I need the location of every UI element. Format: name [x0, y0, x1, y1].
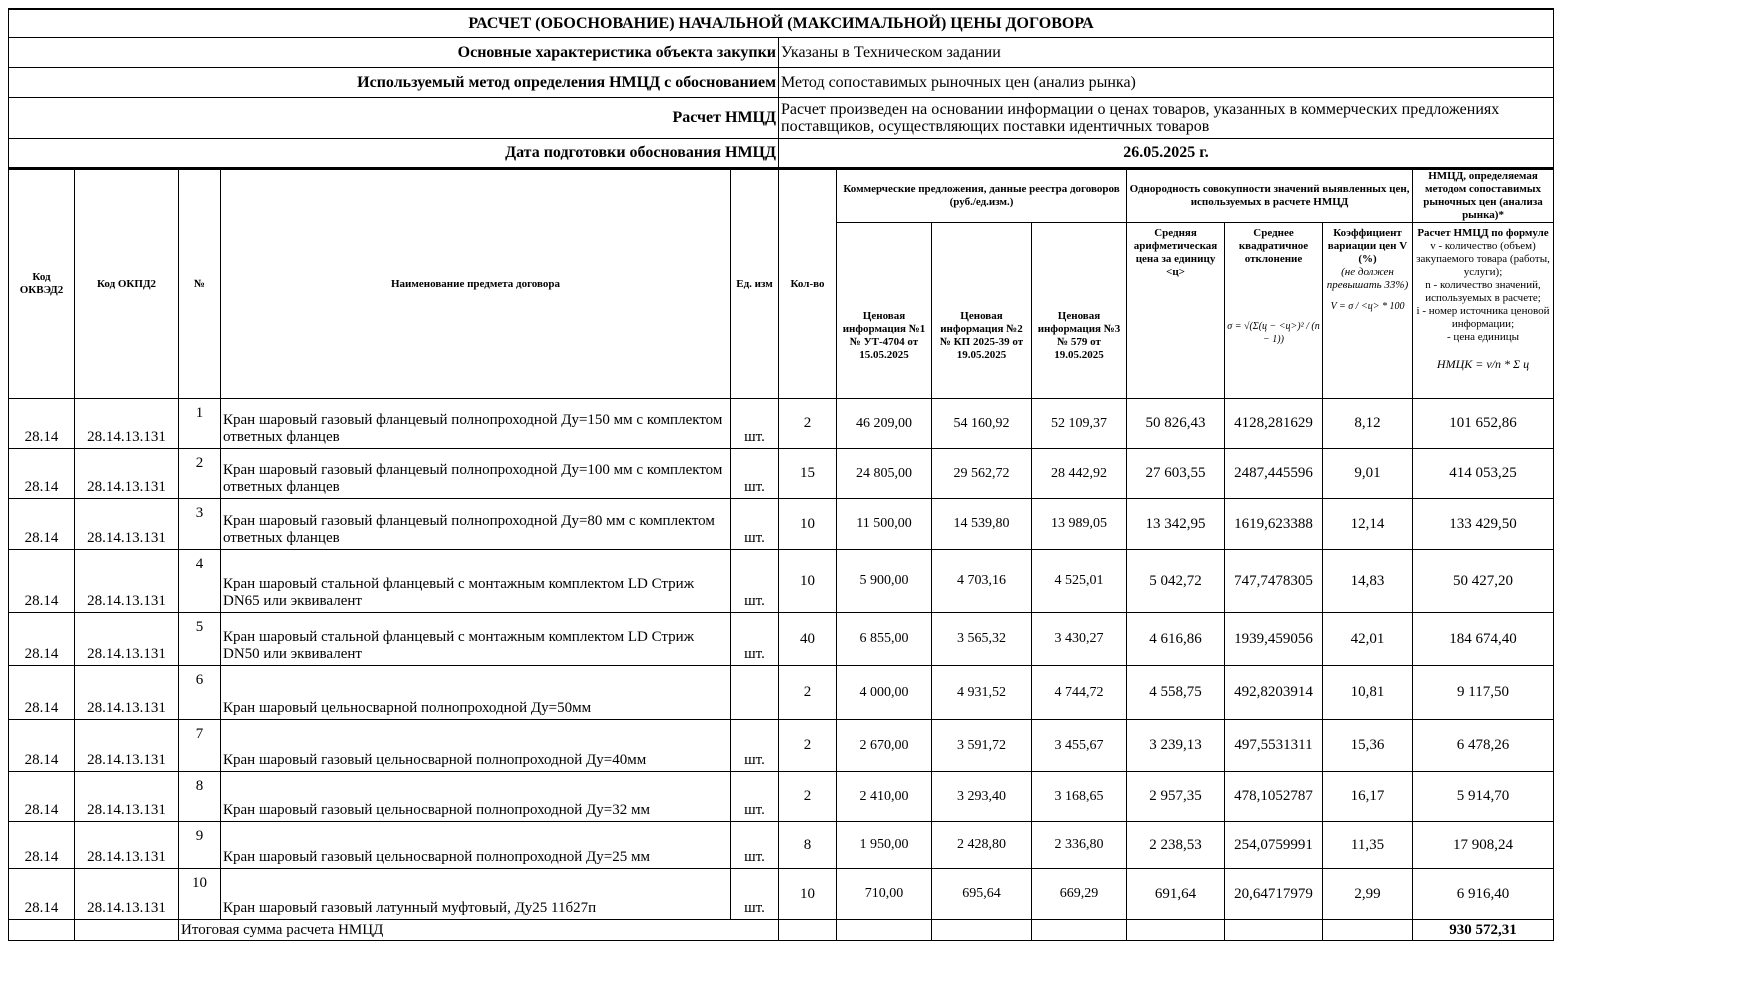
price-1-cell: 11 500,00: [837, 499, 932, 550]
row-number-cell: 1: [179, 399, 221, 449]
price-1-cell: 24 805,00: [837, 449, 932, 499]
okved-cell: 28.14: [9, 399, 75, 449]
col-nmcd-label: Расчет НМЦД по формуле: [1417, 227, 1549, 239]
quantity-cell: 2: [779, 399, 837, 449]
col-offers-group: Коммерческие предложения, данные реестра договоров (руб./ед.изм.): [837, 169, 1127, 223]
okpd-cell: 28.14.13.131: [75, 449, 179, 499]
average-cell: 5 042,72: [1127, 550, 1225, 613]
price-2-cell: 3 591,72: [932, 720, 1032, 772]
price-3-cell: 13 989,05: [1032, 499, 1127, 550]
price-1-cell: 46 209,00: [837, 399, 932, 449]
col-homogeneity-group: Однородность совокупности значений выявленных цен, используемых в расчете НМЦД: [1127, 169, 1413, 223]
okved-cell: 28.14: [9, 822, 75, 869]
okpd-cell: 28.14.13.131: [75, 772, 179, 822]
okpd-cell: 28.14.13.131: [75, 550, 179, 613]
okpd-cell: 28.14.13.131: [75, 613, 179, 666]
price-2-cell: 3 565,32: [932, 613, 1032, 666]
characteristics-value: Указаны в Техническом задании: [779, 38, 1554, 68]
price-3-cell: 3 430,27: [1032, 613, 1127, 666]
okved-cell: 28.14: [9, 550, 75, 613]
col-no: №: [179, 169, 221, 399]
std-cell: 4128,281629: [1225, 399, 1323, 449]
coef-cell: 14,83: [1323, 550, 1413, 613]
row-number-cell: 8: [179, 772, 221, 822]
method-value: Метод сопоставимых рыночных цен (анализ рынка): [779, 68, 1554, 98]
col-coef-note: (не должен превышать 33%): [1326, 266, 1409, 291]
col-price-3: Ценовая информация №3 № 579 от 19.05.2025: [1032, 223, 1127, 399]
okpd-cell: 28.14.13.131: [75, 666, 179, 720]
price-2-cell: 695,64: [932, 869, 1032, 920]
price-2-cell: 14 539,80: [932, 499, 1032, 550]
unit-cell: шт.: [731, 869, 779, 920]
row-number-cell: 2: [179, 449, 221, 499]
items-body: [9, 399, 1554, 920]
nmcd-desc-i: i - номер источника ценовой информации;: [1416, 305, 1550, 330]
col-nmcd: [1413, 223, 1554, 399]
okpd-cell: 28.14.13.131: [75, 399, 179, 449]
document-title: РАСЧЕТ (ОБОСНОВАНИЕ) НАЧАЛЬНОЙ (МАКСИМАЛЬНОЙ) ЦЕНЫ ДОГОВОРА: [9, 9, 1554, 38]
okpd-cell: 28.14.13.131: [75, 822, 179, 869]
characteristics-label: Основные характеристика объекта закупки: [9, 38, 779, 68]
nmcd-formula: НМЦК = v/n * Σ ц: [1436, 357, 1530, 371]
table-row: [9, 550, 1554, 613]
price-3-cell: 28 442,92: [1032, 449, 1127, 499]
table-row: [9, 449, 1554, 499]
calc-label: Расчет НМЦД: [9, 98, 779, 139]
coef-cell: 8,12: [1323, 399, 1413, 449]
price-3-cell: 3 168,65: [1032, 772, 1127, 822]
total-label: Итоговая сумма расчета НМЦД: [179, 920, 779, 941]
quantity-cell: 40: [779, 613, 837, 666]
okpd-cell: 28.14.13.131: [75, 499, 179, 550]
okved-cell: 28.14: [9, 666, 75, 720]
average-cell: 27 603,55: [1127, 449, 1225, 499]
table-row: [9, 869, 1554, 920]
price-3-cell: 52 109,37: [1032, 399, 1127, 449]
unit-cell: шт.: [731, 399, 779, 449]
okved-cell: 28.14: [9, 449, 75, 499]
price-1-cell: 5 900,00: [837, 550, 932, 613]
item-name-cell: Кран шаровый стальной фланцевый с монтажным комплектом LD Стриж DN65 или эквивалент: [221, 550, 731, 613]
col-coef: [1323, 223, 1413, 399]
col-std: [1225, 223, 1323, 399]
quantity-cell: 2: [779, 666, 837, 720]
okved-cell: 28.14: [9, 720, 75, 772]
coef-cell: 12,14: [1323, 499, 1413, 550]
price-1-cell: 1 950,00: [837, 822, 932, 869]
item-name-cell: Кран шаровый газовый цельносварной полнопроходной Ду=40мм: [221, 720, 731, 772]
col-coef-label: Коэффициент вариации цен V (%): [1327, 227, 1408, 265]
price-1-cell: 710,00: [837, 869, 932, 920]
row-number-cell: 10: [179, 869, 221, 920]
price-3-cell: 4 744,72: [1032, 666, 1127, 720]
item-name-cell: Кран шаровый газовый цельносварной полнопроходной Ду=25 мм: [221, 822, 731, 869]
row-number-cell: 3: [179, 499, 221, 550]
item-name-cell: Кран шаровый газовый фланцевый полнопроходной Ду=100 мм с комплектом ответных фланцев: [221, 449, 731, 499]
items-table: [8, 168, 1554, 941]
std-cell: 478,1052787: [1225, 772, 1323, 822]
table-row: [9, 772, 1554, 822]
nmcd-desc-v: v - количество (объем) закупаемого товара (работы, услуги);: [1416, 240, 1550, 278]
okved-cell: 28.14: [9, 869, 75, 920]
average-cell: 50 826,43: [1127, 399, 1225, 449]
coef-cell: 11,35: [1323, 822, 1413, 869]
okpd-cell: 28.14.13.131: [75, 720, 179, 772]
table-row: [9, 822, 1554, 869]
nmcd-cell: 133 429,50: [1413, 499, 1554, 550]
coef-cell: 15,36: [1323, 720, 1413, 772]
col-okved: Код ОКВЭД2: [9, 169, 75, 399]
item-name-cell: Кран шаровый стальной фланцевый с монтажным комплектом LD Стриж DN50 или эквивалент: [221, 613, 731, 666]
average-cell: 4 558,75: [1127, 666, 1225, 720]
col-unit: Ед. изм: [731, 169, 779, 399]
unit-cell: [731, 666, 779, 720]
item-name-cell: Кран шаровый газовый латунный муфтовый, Ду25 11б27п: [221, 869, 731, 920]
quantity-cell: 15: [779, 449, 837, 499]
quantity-cell: 8: [779, 822, 837, 869]
table-row: [9, 666, 1554, 720]
std-cell: 492,8203914: [1225, 666, 1323, 720]
average-cell: 691,64: [1127, 869, 1225, 920]
price-2-cell: 4 703,16: [932, 550, 1032, 613]
std-formula: σ = √(Σ(ц − <ц>)² / (n − 1)): [1227, 321, 1320, 345]
nmcd-cell: 101 652,86: [1413, 399, 1554, 449]
okved-cell: 28.14: [9, 613, 75, 666]
price-2-cell: 3 293,40: [932, 772, 1032, 822]
nmcd-cell: 6 478,26: [1413, 720, 1554, 772]
date-label: Дата подготовки обоснования НМЦД: [9, 139, 779, 168]
col-average: [1127, 223, 1225, 399]
price-2-cell: 4 931,52: [932, 666, 1032, 720]
table-row: [9, 499, 1554, 550]
col-price-1: Ценовая информация №1 № УТ-4704 от 15.05.2025: [837, 223, 932, 399]
nmcd-cell: 5 914,70: [1413, 772, 1554, 822]
unit-cell: шт.: [731, 449, 779, 499]
coef-formula: V = σ / <ц> * 100: [1330, 301, 1405, 312]
std-cell: 747,7478305: [1225, 550, 1323, 613]
average-cell: 2 238,53: [1127, 822, 1225, 869]
unit-cell: шт.: [731, 720, 779, 772]
unit-cell: шт.: [731, 613, 779, 666]
row-number-cell: 4: [179, 550, 221, 613]
price-3-cell: 2 336,80: [1032, 822, 1127, 869]
nmcd-cell: 9 117,50: [1413, 666, 1554, 720]
price-2-cell: 54 160,92: [932, 399, 1032, 449]
std-cell: 1939,459056: [1225, 613, 1323, 666]
col-okpd: Код ОКПД2: [75, 169, 179, 399]
method-label: Используемый метод определения НМЦД с обоснованием: [9, 68, 779, 98]
col-nmcd-group: НМЦД, определяемая методом сопоставимых рыночных цен (анализа рынка)*: [1413, 169, 1554, 223]
price-1-cell: 4 000,00: [837, 666, 932, 720]
quantity-cell: 2: [779, 772, 837, 822]
unit-cell: шт.: [731, 550, 779, 613]
nmcd-cell: 17 908,24: [1413, 822, 1554, 869]
price-1-cell: 6 855,00: [837, 613, 932, 666]
col-price-2: Ценовая информация №2 № КП 2025-39 от 19.05.2025: [932, 223, 1032, 399]
table-row: [9, 399, 1554, 449]
nmcd-desc-price: - цена единицы: [1447, 331, 1519, 343]
nmcd-sheet: [8, 8, 1553, 941]
okpd-cell: 28.14.13.131: [75, 869, 179, 920]
price-3-cell: 3 455,67: [1032, 720, 1127, 772]
std-cell: 1619,623388: [1225, 499, 1323, 550]
row-number-cell: 9: [179, 822, 221, 869]
row-number-cell: 7: [179, 720, 221, 772]
quantity-cell: 2: [779, 720, 837, 772]
quantity-cell: 10: [779, 550, 837, 613]
total-value: 930 572,31: [1413, 920, 1554, 941]
table-row: [9, 720, 1554, 772]
average-cell: 4 616,86: [1127, 613, 1225, 666]
unit-cell: шт.: [731, 822, 779, 869]
nmcd-cell: 184 674,40: [1413, 613, 1554, 666]
average-cell: 3 239,13: [1127, 720, 1225, 772]
nmcd-cell: 50 427,20: [1413, 550, 1554, 613]
col-average-label: Средняя арифметическая цена за единицу <ц>: [1133, 227, 1218, 278]
price-3-cell: 4 525,01: [1032, 550, 1127, 613]
quantity-cell: 10: [779, 869, 837, 920]
row-number-cell: 6: [179, 666, 221, 720]
nmcd-desc-n: n - количество значений, используемых в расчете;: [1425, 279, 1541, 304]
price-2-cell: 29 562,72: [932, 449, 1032, 499]
unit-cell: шт.: [731, 772, 779, 822]
total-row: [9, 920, 1554, 941]
average-cell: 2 957,35: [1127, 772, 1225, 822]
okved-cell: 28.14: [9, 772, 75, 822]
table-row: [9, 613, 1554, 666]
row-number-cell: 5: [179, 613, 221, 666]
std-cell: 20,64717979: [1225, 869, 1323, 920]
coef-cell: 9,01: [1323, 449, 1413, 499]
nmcd-cell: 414 053,25: [1413, 449, 1554, 499]
price-1-cell: 2 410,00: [837, 772, 932, 822]
item-name-cell: Кран шаровый газовый фланцевый полнопроходной Ду=150 мм с комплектом ответных фланцев: [221, 399, 731, 449]
unit-cell: шт.: [731, 499, 779, 550]
item-name-cell: Кран шаровый газовый цельносварной полнопроходной Ду=32 мм: [221, 772, 731, 822]
col-std-label: Среднее квадратичное отклонение: [1238, 227, 1309, 265]
col-name: Наименование предмета договора: [221, 169, 731, 399]
nmcd-cell: 6 916,40: [1413, 869, 1554, 920]
std-cell: 497,5531311: [1225, 720, 1323, 772]
std-cell: 2487,445596: [1225, 449, 1323, 499]
coef-cell: 10,81: [1323, 666, 1413, 720]
item-name-cell: Кран шаровый цельносварной полнопроходной Ду=50мм: [221, 666, 731, 720]
price-1-cell: 2 670,00: [837, 720, 932, 772]
price-2-cell: 2 428,80: [932, 822, 1032, 869]
coef-cell: 16,17: [1323, 772, 1413, 822]
coef-cell: 42,01: [1323, 613, 1413, 666]
col-qty: Кол-во: [779, 169, 837, 399]
coef-cell: 2,99: [1323, 869, 1413, 920]
okved-cell: 28.14: [9, 499, 75, 550]
std-cell: 254,0759991: [1225, 822, 1323, 869]
quantity-cell: 10: [779, 499, 837, 550]
calc-value: Расчет произведен на основании информации о ценах товаров, указанных в коммерческих предложениях поставщиков, осуществляющих поставки идентичных товаров: [779, 98, 1554, 139]
date-value: 26.05.2025 г.: [779, 139, 1554, 168]
average-cell: 13 342,95: [1127, 499, 1225, 550]
header-table: [8, 8, 1554, 168]
price-3-cell: 669,29: [1032, 869, 1127, 920]
item-name-cell: Кран шаровый газовый фланцевый полнопроходной Ду=80 мм с комплектом ответных фланцев: [221, 499, 731, 550]
